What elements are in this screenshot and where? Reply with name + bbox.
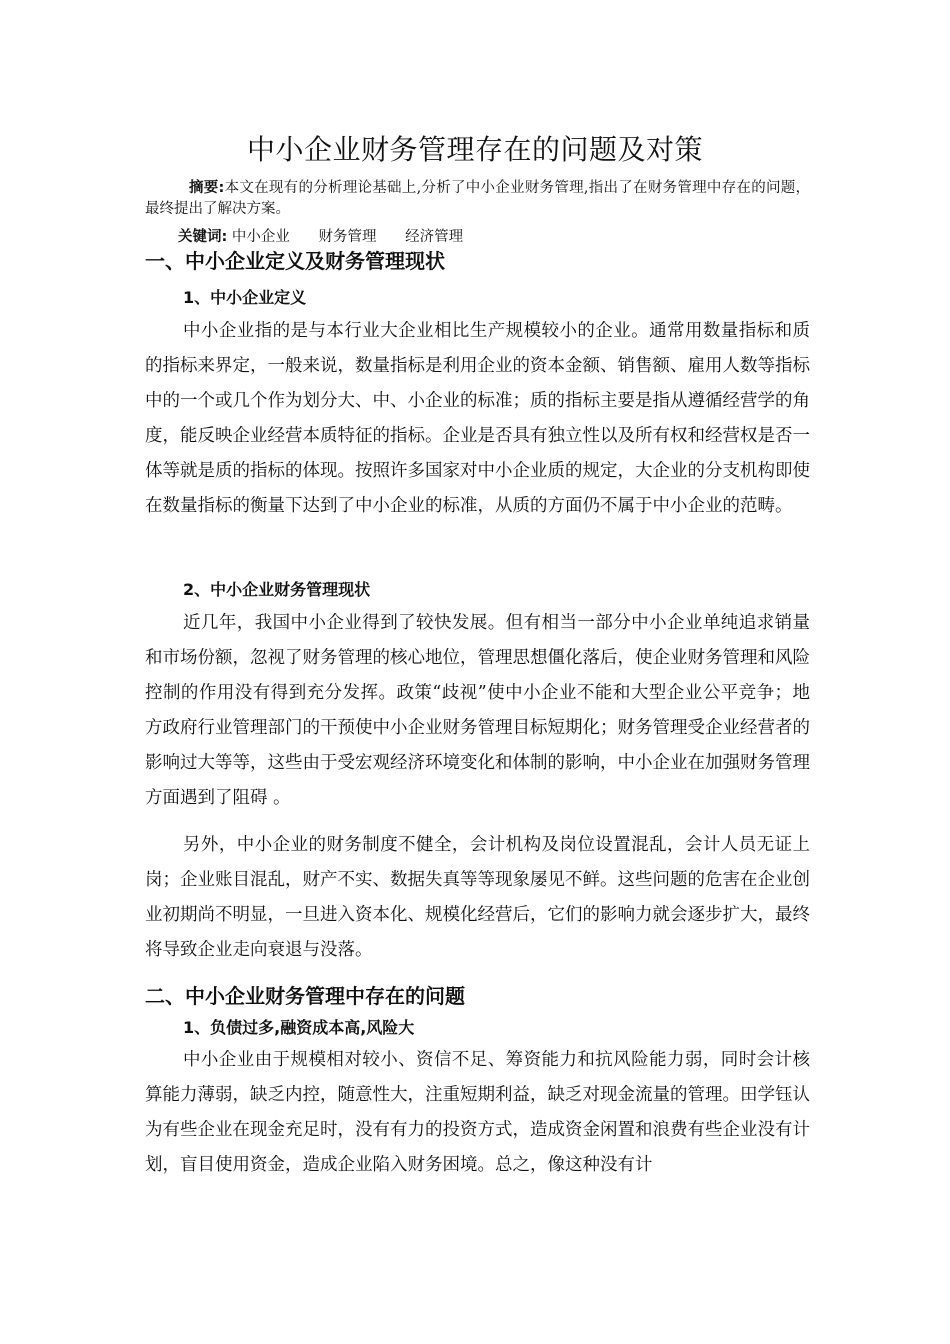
paragraph: 中小企业指的是与本行业大企业相比生产规模较小的企业。通常用数量指标和质的指标来界定，一般来说，数量指标是利用企业的资本金额、销售额、雇用人数等指标中的一个或几个作为划分大、中、小企业的标准；质的指标主要是指从遵循经营学的角度，能反映企业经营本质特征的指标。企业是否具有独立性以及所有权和经营权是否一体等就是质的指标的体现。按照许多国家对中小企业质的规定，大企业的分支机构即使在数量指标的衡量下达到了中小企业的标准，从质的方面仍不属于中小企业的范畴。 <box>145 321 810 516</box>
keyword: 财务管理 <box>318 229 377 245</box>
section-heading: 二、中小企业财务管理中存在的问题 <box>145 984 465 1008</box>
document-title: 中小企业财务管理存在的问题及对策 <box>246 133 703 166</box>
paragraph: 中小企业由于规模相对较小、资信不足、筹资能力和抗风险能力弱，同时会计核算能力薄弱，缺乏内控，随意性大，注重短期利益，缺乏对现金流量的管理。田学钰认为有些企业在现金充足时，没有有力的投资方式，造成资金闲置和浪费有些企业没有计划，盲目使用资金，造成企业陷入财务困境。总之，像这种没有计 <box>145 1050 810 1175</box>
keywords-label: 关键词: <box>178 229 228 245</box>
keyword: 中小企业 <box>231 229 290 245</box>
paragraph: 近几年，我国中小企业得到了较快发展。但有相当一部分中小企业单纯追求销量和市场份额，忽视了财务管理的核心地位，管理思想僵化落后，使企业财务管理和风险控制的作用没有得到充分发挥。政策“歧视”使中小企业不能和大型企业公平竞争；地方政府行业管理部门的干预使中小企业财务管理目标短期化；财务管理受企业经营者的影响过大等等，这些由于受宏观经济环境变化和体制的影响，中小企业在加强财务管理方面遇到了阻碍 。 <box>145 613 810 808</box>
keywords <box>178 227 778 247</box>
subsection-heading: 2、中小企业财务管理现状 <box>183 580 371 599</box>
paragraph: 另外，中小企业的财务制度不健全，会计机构及岗位设置混乱，会计人员无证上岗；企业账目混乱，财产不实、数据失真等等现象屡见不鲜。这些问题的危害在企业创业初期尚不明显，一旦进入资本化、规模化经营后，它们的影响力就会逐步扩大，最终将导致企业走向衰退与没落。 <box>145 835 810 960</box>
abstract-label: 摘要: <box>189 180 225 196</box>
abstract <box>145 178 810 220</box>
subsection-heading: 1、中小企业定义 <box>183 288 307 307</box>
abstract-text: 本文在现有的分析理论基础上,分析了中小企业财务管理,指出了在财务管理中存在的问题，最终提出了解决方案。 <box>145 180 810 217</box>
keyword: 经济管理 <box>405 229 464 245</box>
subsection-heading: 1、负债过多,融资成本高,风险大 <box>183 1018 415 1037</box>
section-heading: 一、中小企业定义及财务管理现状 <box>145 249 445 273</box>
